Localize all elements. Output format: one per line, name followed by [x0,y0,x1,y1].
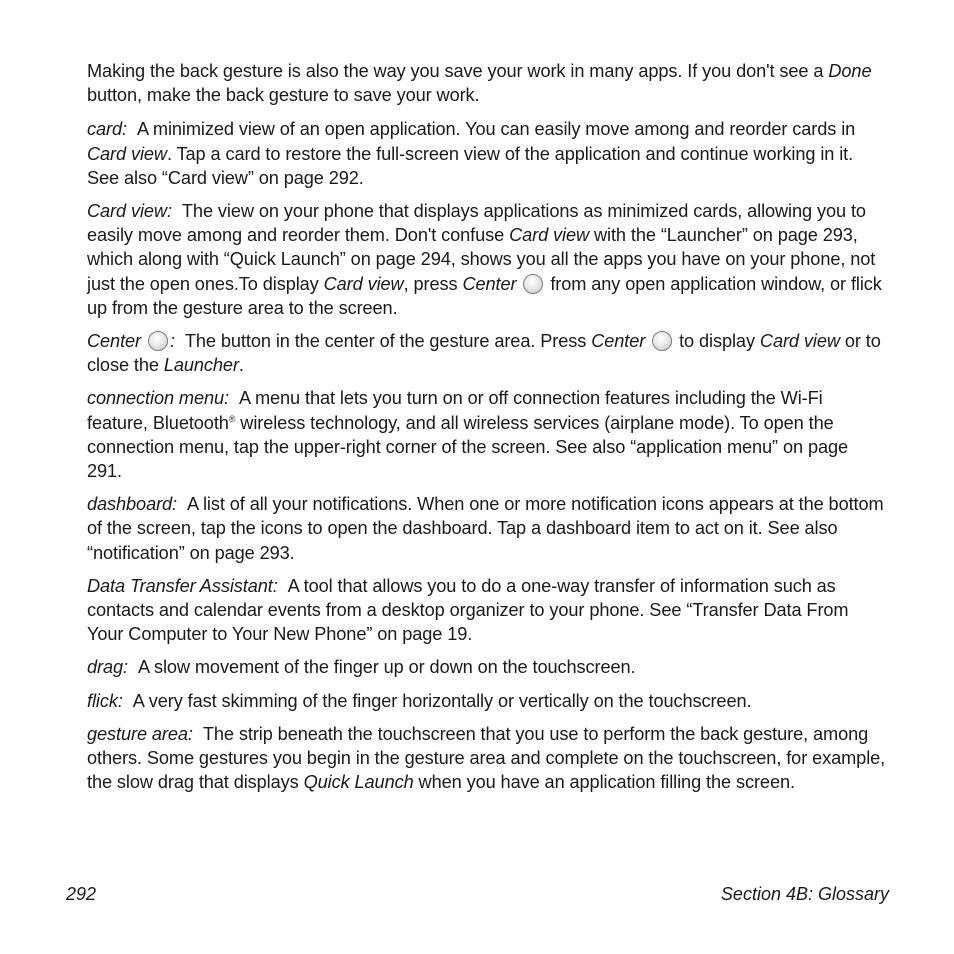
term-data-transfer-assistant: Data Transfer Assistant: [87,575,278,596]
intro-paragraph: Making the back gesture is also the way you save your work in many apps. If you don't see a Done button, make the back gesture to save your work. [87,61,872,106]
registered-mark: ® [228,413,236,424]
glossary-entry-drag: drag: A slow movement of the finger up or down on the touchscreen. [87,657,636,678]
glossary-entry-center: Center : The button in the center of the gesture area. Press Center to display Card view or to close the Launcher. [87,331,881,376]
glossary-entry-card-view: Card view: The view on your phone that displays applications as minimized cards, allowing you to easily move among and reorder them. Don't confuse Card view with the “Launcher” on page 293, which along with “Quick Launch” on page 294, shows you all the apps you have on your phone, not just the open ones.To display Card view, press Center from any open application window, or flick up from the gesture area to the screen. [87,201,882,318]
term-center: Center [87,331,141,352]
term-connection-menu: connection menu: [87,388,229,409]
section-title: Section 4B: Glossary [720,884,889,904]
term-gesture-area: gesture area: [87,723,193,744]
page-number: 292 [66,884,97,904]
term-flick: flick: [87,690,123,711]
glossary-entry-flick: flick: A very fast skimming of the finger horizontally or vertically on the touchscreen. [87,690,752,711]
term-card-view: Card view: [87,201,172,222]
glossary-entry-card: card: A minimized view of an open application. You can easily move among and reorder cards in Card view. Tap a card to restore the full-screen view of the application and continue working in it. See also “Card view” on page 292. [87,119,856,188]
center-button-icon [523,274,543,294]
glossary-entry-connection-menu: connection menu: A menu that lets you turn on or off connection features including the Wi-Fi feature, Bluetooth® wireless technology, and all wireless services (airplane mode). To open the connection menu, tap the upper-right corner of the screen. See also “application menu” on page 291. [87,388,849,482]
glossary-entry-gesture-area: gesture area: The strip beneath the touchscreen that you use to perform the back gesture, among others. Some gestures you begin in the gesture area and complete on the touchscreen, for example, the slow drag that displays Quick Launch when you have an application filling the screen. [87,723,886,793]
glossary-content [87,59,887,803]
term-drag: drag: [87,657,128,678]
term-dashboard: dashboard: [87,494,178,515]
center-button-icon [652,331,672,351]
center-button-icon [148,331,168,351]
glossary-entry-dashboard: dashboard: A list of all your notifications. When one or more notification icons appears at the bottom of the screen, tap the icons to open the dashboard. Tap a dashboard item to act on it. See also “notification” on page 293. [87,494,884,563]
term-card: card: [87,119,127,140]
done-button-ref: Done [828,61,872,81]
glossary-entry-data-transfer-assistant: Data Transfer Assistant: A tool that allows you to do a one-way transfer of information such as contacts and calendar events from a desktop organizer to your phone. See “Transfer Data From Your Computer to Your New Phone” on page 19. [87,575,849,645]
